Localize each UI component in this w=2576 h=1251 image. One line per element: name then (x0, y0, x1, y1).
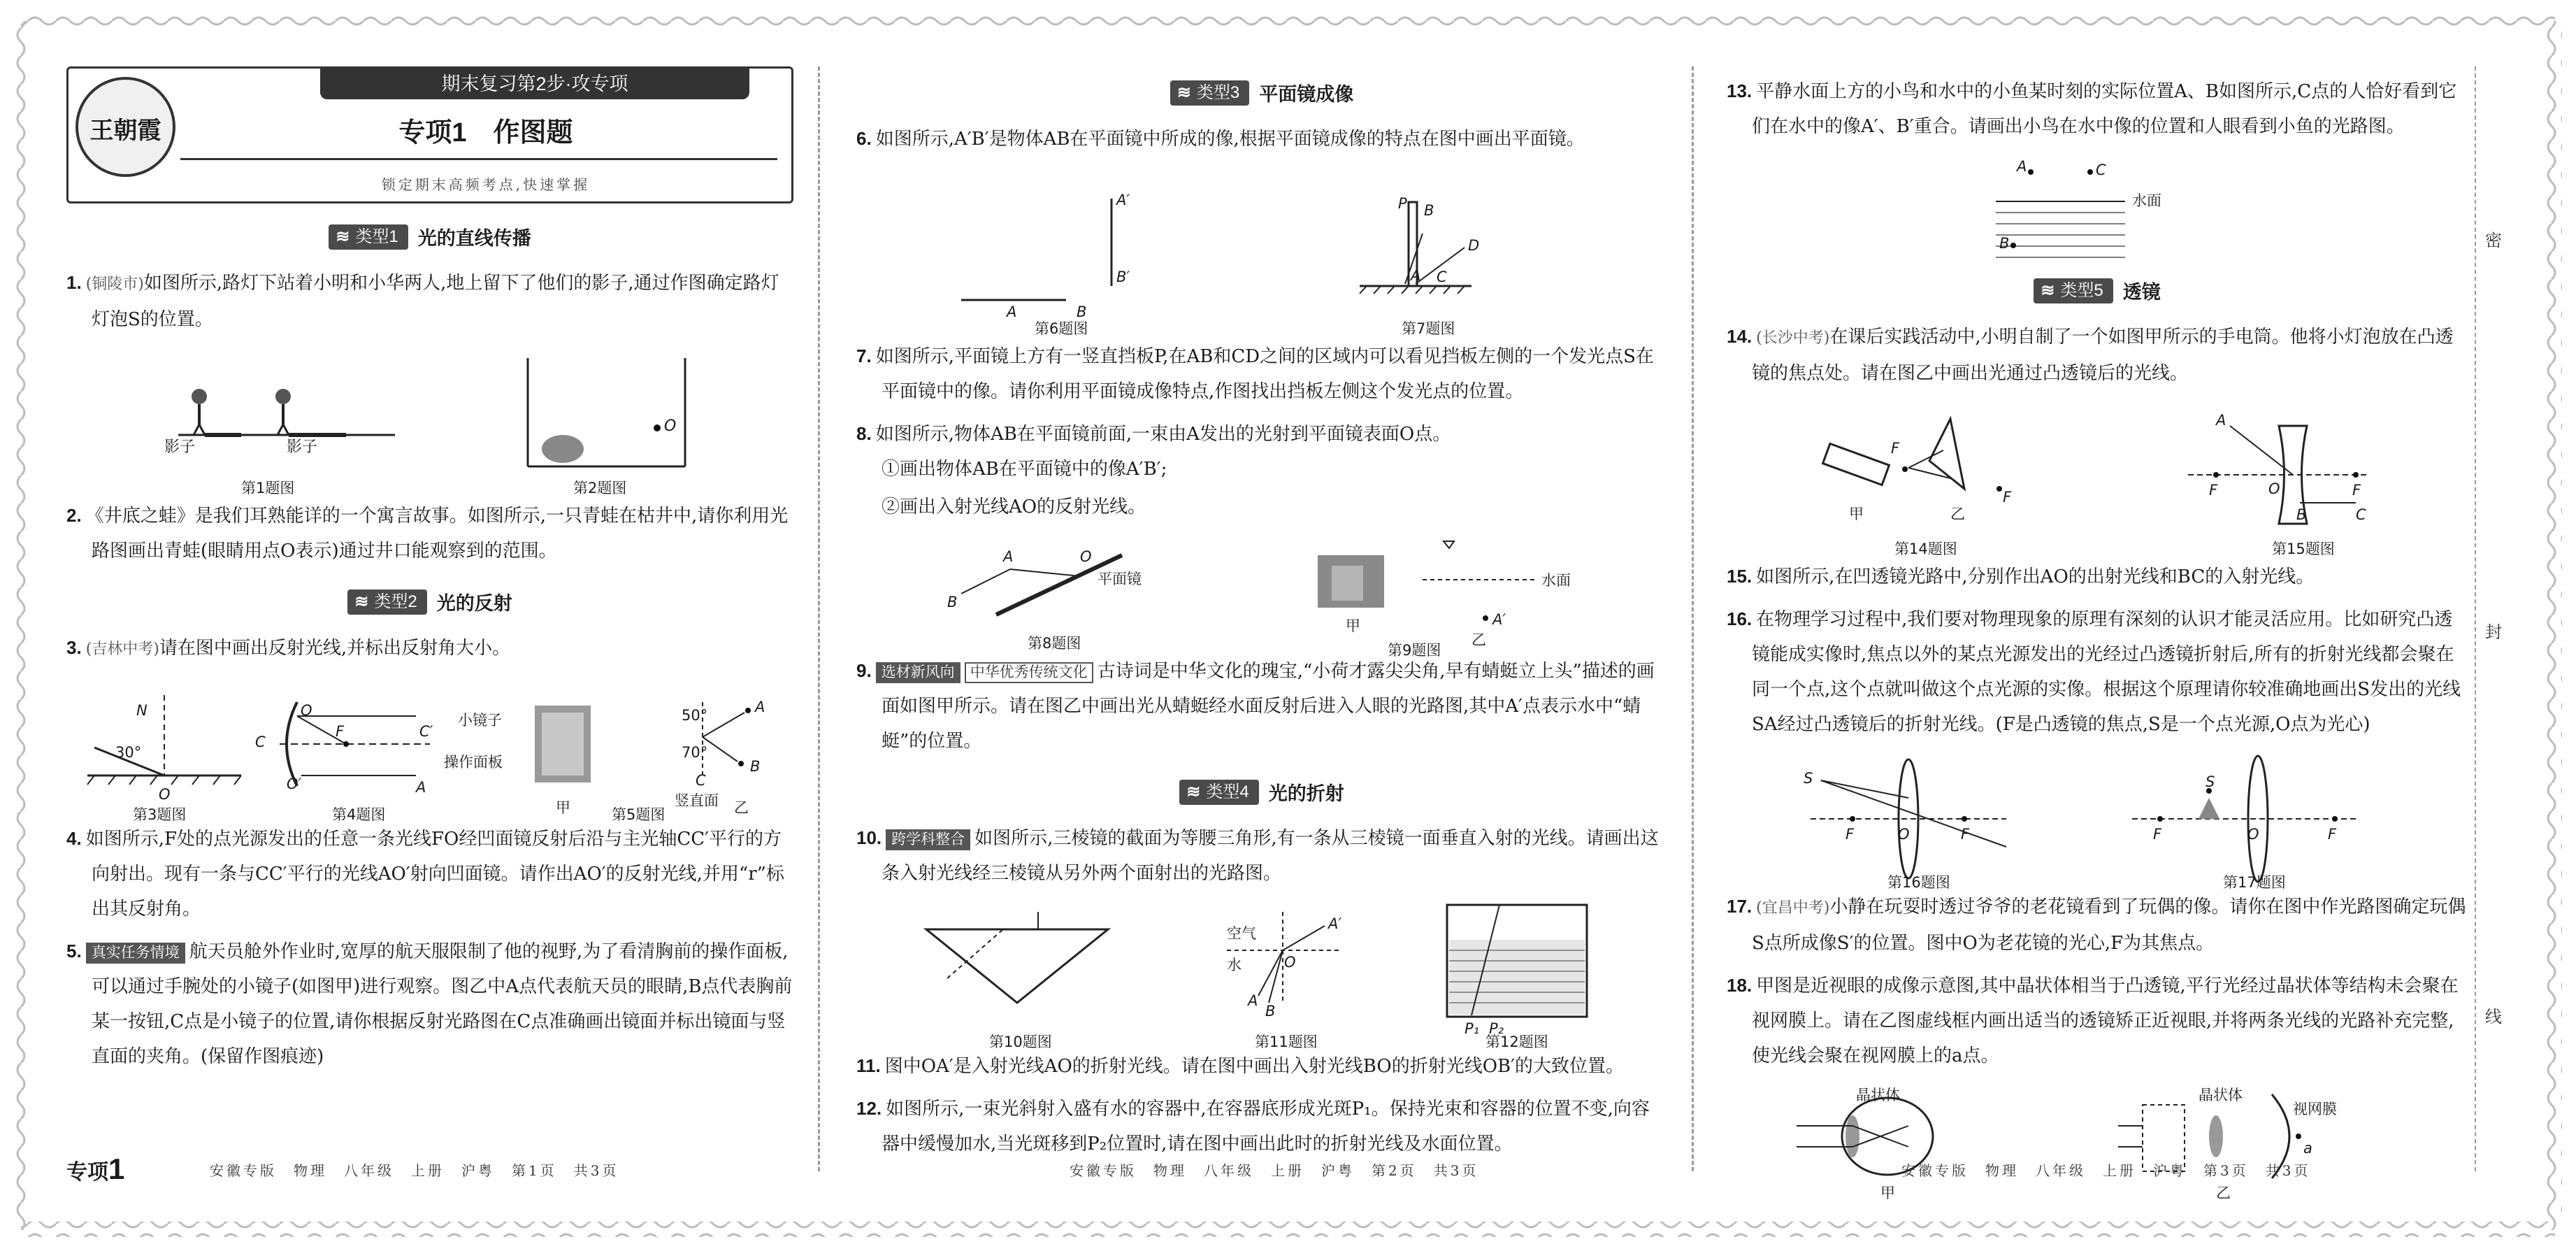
figure-row: A′ B′ A B P B D A C 第6题图 第7题图 (856, 164, 1667, 338)
page-label: 专项1 (66, 1152, 125, 1185)
figures-8-9 (856, 527, 1667, 653)
question-7: 7. 如图所示,平面镜上方有一竖直挡板P,在AB和CD之间的区域内可以看见挡板左侧的一个发光点S在平面镜中的像。请你利用平面镜成像特点,作图找出挡板左侧这个发光点的位置。 (856, 345, 1654, 402)
question-15: 15. 如图所示,在凹透镜光路中,分别作出AO的出射光线和BC的入射光线。 (1727, 566, 2315, 587)
motto: 锁定期末高频考点,快速掌握 (381, 176, 591, 193)
caption: 第1题图 (241, 480, 295, 496)
caption: 第14题图 (1894, 541, 1957, 557)
question-6: 6. 如图所示,A′B′是物体AB在平面镜中所成的像,根据平面镜成像的特点在图中画出平面镜。 (856, 128, 1585, 150)
column-1 (66, 66, 793, 1081)
logo: 王朝霞 (75, 77, 175, 177)
section-heading: ≋ 类型1 光的直线传播 (66, 223, 793, 252)
edge-mark: 线 (2485, 1000, 2502, 1030)
section-heading: ≋ 类型4 光的折射 (856, 778, 1667, 808)
column-2 (856, 66, 1667, 1168)
section-heading: ≋ 类型5 透镜 (1727, 277, 2468, 306)
figure-row: S F O F S F O F 第16题图 第17题图 (1727, 749, 2468, 889)
question-14: 14. (长沙中考)在课后实践活动中,小明自制了一个如图甲所示的手电筒。他将小灯泡放在凸透镜的焦点处。请在图乙中画出光通过凸透镜后的光线。 (1727, 326, 2454, 384)
figure-row: 晶状体 晶状体 视网膜 a 甲 乙 (1727, 1080, 2468, 1199)
edge-mark: 密 (2485, 224, 2502, 254)
question-5: 5. 真实任务情境 航天员舱外作业时,宽厚的航天服限制了他的视野,为了看清胸前的操作面板,可以通过手腕处的小镜子(如图甲)进行观察。图乙中A点代表航天员的眼睛,B点代表胸前某一按钮,C点是小镜子的位置,请你根据反射光路图在C点准确画出镜面并标出镜面与竖直面的夹角。(保留作图痕迹) (66, 941, 793, 1067)
page-header (66, 66, 793, 203)
caption: 第9题图 (1388, 642, 1441, 659)
caption: 第7题图 (1402, 320, 1455, 337)
figures-10-12 (856, 898, 1667, 1048)
caption: 第4题图 (332, 806, 386, 823)
caption: 第17题图 (2223, 874, 2286, 891)
column-divider (1692, 66, 1694, 1171)
figure-row: 空气 水 A′ O A B P₁ P₂ 第10题图 第11题图 第12题图 (856, 898, 1667, 1048)
question-13: 13. 平静水面上方的小鸟和水中的小鱼某时刻的实际位置A、B如图所示,C点的人恰好看到它们在水中的像A′、B′重合。请画出小鸟在水中像的位置和人眼看到小鱼的光路图。 (1727, 80, 2457, 137)
question-16: 16. 在物理学习过程中,我们要对物理现象的原理有深刻的认识才能灵活应用。比如研究凸透镜能成实像时,焦点以外的某点光源发出的光经过凸透镜折射后,所有的折射光线都会聚在同一个点,这个点就叫做这个点光源的实像。根据这个原理请你较准确地画出S发出的光线SA经过凸透镜后的折射光线。(F是凸透镜的焦点,S是一个点光源,O点为光心) (1727, 608, 2461, 735)
binding-line (2475, 66, 2476, 1171)
question-8-sub1: ①画出物体AB在平面镜中的像A′B′; (882, 459, 1167, 480)
footer: 安徽专版 物理 八年级 上册 沪粤 第3页 共3页 (1901, 1162, 2311, 1179)
question-4: 4. 如图所示,F处的点光源发出的任意一条光线FO经凹面镜反射后沿与主光轴CC′平行的方向射出。现有一条与CC′平行的光线AO′射向凹面镜。请作出AO′的反射光线,并用“r”标出其反射角。 (66, 828, 784, 920)
question-17: 17. (宜昌中考)小静在玩耍时透过爷爷的老花镜看到了玩偶的像。请你在图中作光路图确定玩偶S点所成像S′的位置。图中O为老花镜的光心,F为其焦点。 (1727, 896, 2466, 954)
caption: 第10题图 (989, 1034, 1052, 1050)
caption: 第15题图 (2272, 541, 2335, 557)
question-9: 9. 选材新风向 中华优秀传统文化 古诗词是中华文化的瑰宝,“小荷才露尖尖角,早有蜻蜓立上头”描述的画面如图甲所示。请在图乙中画出光从蜻蜓经水面反射后进入人眼的光路图,其中A′点表示水中“蜻蜓”的位置。 (856, 660, 1655, 752)
column-3 (1727, 66, 2468, 1199)
figure-row: 影子 影子 O 第1题图 第2题图 (66, 344, 793, 498)
figure-row: A O B 平面镜 水面 A′ 甲 乙 第8题图 第9题图 (856, 527, 1667, 653)
caption: 第12题图 (1485, 1034, 1548, 1050)
page-title: 专项1 作图题 (398, 118, 573, 148)
section-heading: ≋ 类型2 光的反射 (66, 588, 793, 617)
figure-row: N 30° O C C′ O O′ F A 小镜子 操作面板 50° 70° A B C 竖直面 甲 乙 第3题图 第4题图 第5题图 (66, 674, 793, 821)
figure-1 (66, 344, 793, 498)
question-11: 11. 图中OA′是入射光线AO的折射光线。请在图中画出入射光线BO的折射光线OB′的大致位置。 (856, 1055, 1625, 1077)
question-8-sub2: ②画出入射光线AO的反射光线。 (882, 496, 1146, 517)
caption: 第8题图 (1028, 635, 1081, 652)
caption: 第5题图 (612, 806, 665, 823)
question-18: 18. 甲图是近视眼的成像示意图,其中晶状体相当于凸透镜,平行光经过晶状体等结构未会聚在视网膜上。请在乙图虚线框内画出适当的透镜矫正近视眼,并将两条光线的光路补充完整,使光线会聚在视网膜上的a点。 (1727, 975, 2459, 1066)
caption: 第6题图 (1035, 320, 1088, 337)
figures-6-7 (856, 164, 1667, 338)
caption: 第16题图 (1887, 874, 1950, 891)
figures-16-17 (1727, 749, 2468, 889)
caption: 第11题图 (1255, 1034, 1318, 1050)
question-2: 2. 《井底之蛙》是我们耳熟能详的一个寓言故事。如图所示,一只青蛙在枯井中,请你利用光路图画出青蛙(眼睛用点O表示)通过井口能观察到的范围。 (66, 505, 789, 562)
caption: 第2题图 (573, 480, 627, 496)
section-heading: ≋ 类型3 平面镜成像 (856, 79, 1667, 108)
figures-14-15 (1727, 398, 2468, 559)
edge-mark: 封 (2485, 615, 2502, 645)
figure-18 (1727, 1080, 2468, 1199)
figure-row: F 甲 乙 F A F O F B C 第14题图 第15题图 (1727, 398, 2468, 559)
question-12: 12. 如图所示,一束光斜射入盛有水的容器中,在容器底形成光斑P₁。保持光束和容器的位置不变,向容器中缓慢加水,当光斑移到P₂位置时,请在图中画出此时的折射光线及水面位置。 (856, 1098, 1650, 1155)
question-8: 8. 如图所示,物体AB在平面镜前面,一束由A发出的光射到平面镜表面O点。 (856, 423, 1451, 445)
question-1: 1. (铜陵市)如图所示,路灯下站着小明和小华两人,地上留下了他们的影子,通过作图确定路灯灯泡S的位置。 (66, 272, 779, 330)
question-3: 3. (吉林中考)请在图中画出反射光线,并标出反射角大小。 (66, 637, 511, 659)
column-divider (818, 66, 820, 1171)
footer: 安徽专版 物理 八年级 上册 沪粤 第1页 共3页 (210, 1162, 619, 1179)
question-10: 10. 跨学科整合 如图所示,三棱镜的截面为等腰三角形,有一条从三棱镜一面垂直入射的光线。请画出这条入射光线经三棱镜从另外两个面射出的光路图。 (856, 827, 1659, 884)
figure-row: A C 水面 B (1727, 151, 2468, 270)
step-bar: 期末复习第2步·攻专项 (320, 69, 749, 99)
caption: 第3题图 (133, 806, 187, 823)
footer: 安徽专版 物理 八年级 上册 沪粤 第2页 共3页 (1070, 1162, 1479, 1179)
